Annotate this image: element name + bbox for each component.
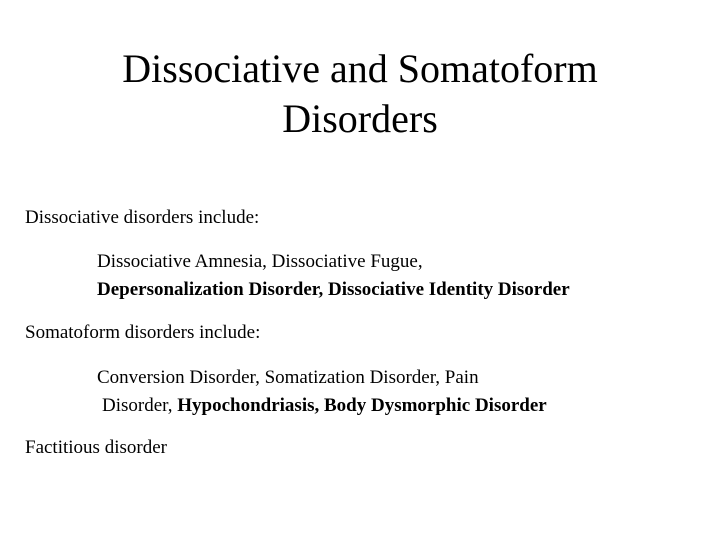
factitious-heading: Factitious disorder xyxy=(25,437,167,458)
dissociative-list-line-1: Dissociative Amnesia, Dissociative Fugue, xyxy=(97,251,423,272)
somatoform-heading: Somatoform disorders include: xyxy=(25,322,261,343)
somatoform-line-2-plain: Disorder, xyxy=(102,395,178,416)
title-line-1: Dissociative and Somatoform xyxy=(122,46,598,91)
slide-title xyxy=(0,44,720,144)
somatoform-list-line-1: Conversion Disorder, Somatization Disorder, Pain xyxy=(97,367,479,388)
dissociative-list-line-2: Depersonalization Disorder, Dissociative Identity Disorder xyxy=(97,279,570,300)
somatoform-line-2-bold: Hypochondriasis, Body Dysmorphic Disorder xyxy=(177,395,547,416)
somatoform-list-line-2 xyxy=(97,391,547,421)
title-line-2: Disorders xyxy=(282,96,438,141)
dissociative-heading: Dissociative disorders include: xyxy=(25,207,260,228)
